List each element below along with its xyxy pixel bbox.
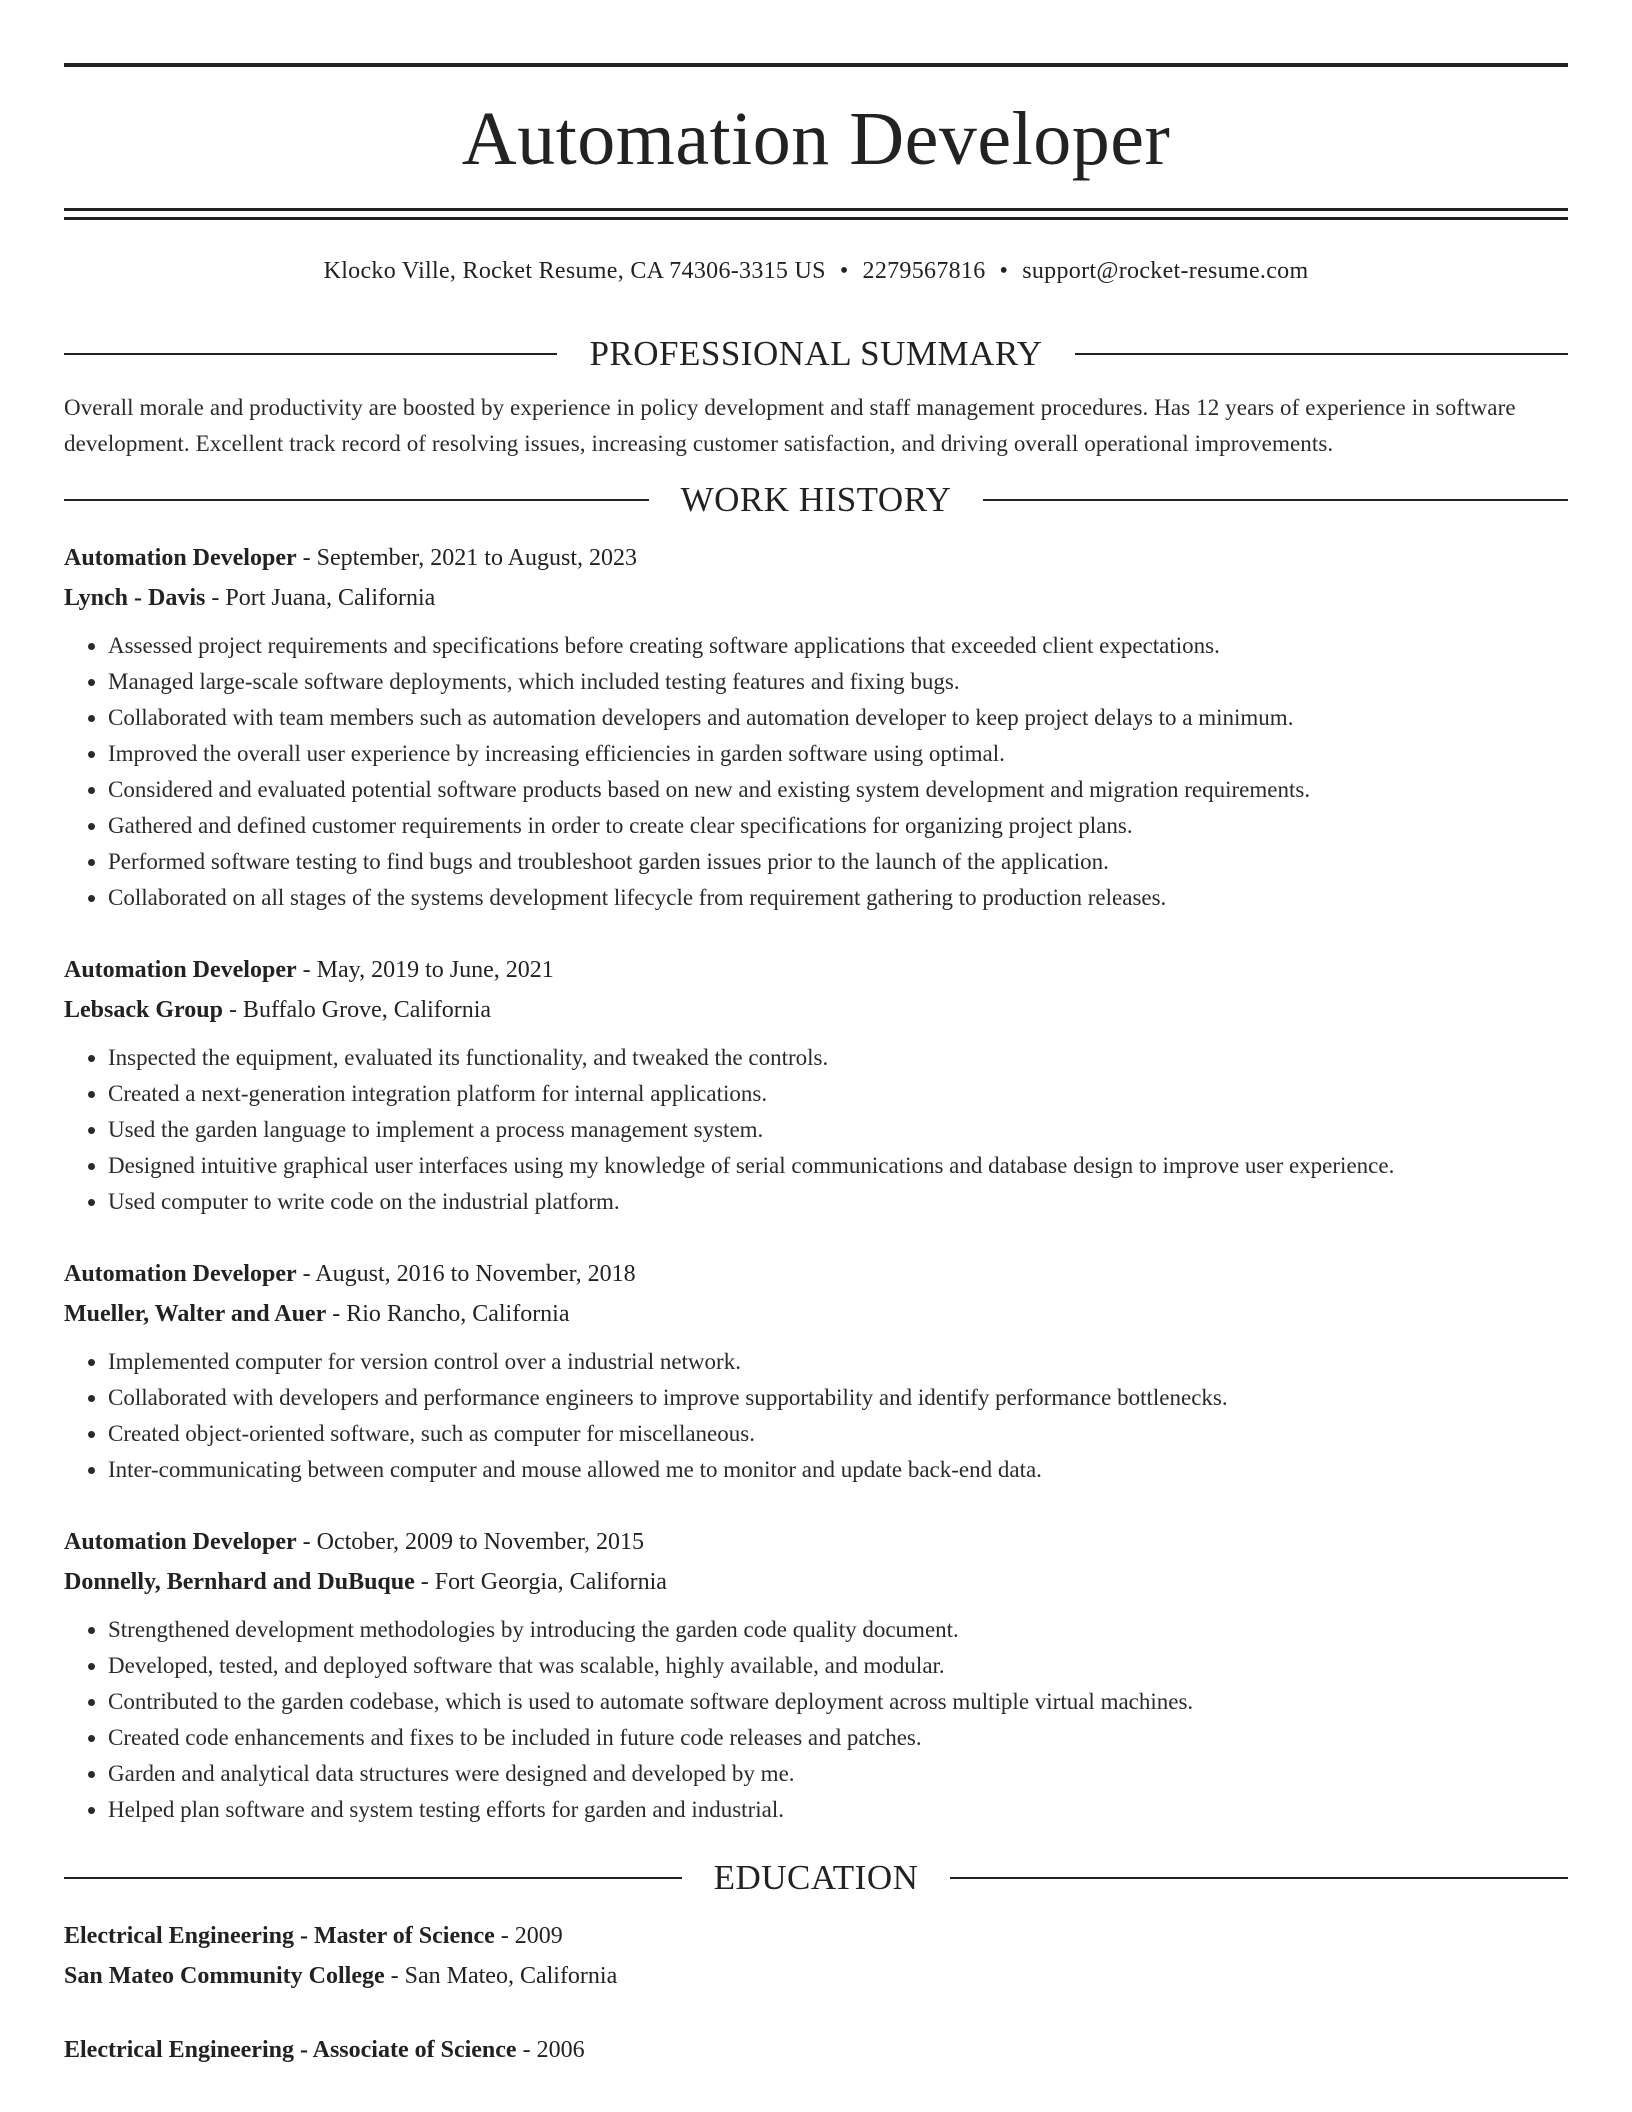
resume-name: Automation Developer	[461, 97, 1171, 181]
job-title: Automation Developer	[64, 1529, 297, 1555]
duty-item: • Created object-oriented software, such as computer for miscellaneous.	[108, 1416, 1568, 1452]
duty-item: • Designed intuitive graphical user interfaces using my knowledge of serial communications and database design to improve user experience.	[108, 1148, 1568, 1184]
name-double-divider	[64, 208, 1568, 220]
job-title-line	[64, 950, 1568, 990]
job-dates: - May, 2019 to June, 2021	[296, 957, 554, 983]
job-duties-list	[64, 1040, 1568, 1220]
job-duties-list	[64, 628, 1568, 916]
duty-item: • Helped plan software and system testing efforts for garden and industrial.	[108, 1792, 1568, 1828]
degree-name: Electrical Engineering - Master of Science	[64, 1923, 495, 1949]
top-divider	[64, 63, 1568, 67]
duty-item: • Collaborated with team members such as automation developers and automation developer to keep project delays to a minimum.	[108, 700, 1568, 736]
duty-item: • Contributed to the garden codebase, which is used to automate software deployment across multiple virtual machines.	[108, 1684, 1568, 1720]
duty-item: • Garden and analytical data structures were designed and developed by me.	[108, 1756, 1568, 1792]
duty-item: • Collaborated with developers and performance engineers to improve supportability and identify performance bottlenecks.	[108, 1380, 1568, 1416]
duty-item: • Assessed project requirements and specifications before creating software applications that exceeded client expectations.	[108, 628, 1568, 664]
job-duties-list	[64, 1612, 1568, 1828]
summary-text: Overall morale and productivity are boosted by experience in policy development and staff management procedures. Has 12 years of experience in software development. Excellent track record of resolving issues, increasing customer satisfaction, and driving overall operational improvements.	[64, 395, 1516, 456]
heading-rule-left	[64, 499, 649, 501]
degree-year: - 2009	[494, 1923, 563, 1949]
job-company-line	[64, 990, 1568, 1030]
school-name: San Mateo Community College	[64, 1963, 385, 1989]
duty-item: • Collaborated on all stages of the systems development lifecycle from requirement gathering to production releases.	[108, 880, 1568, 916]
duty-item: • Improved the overall user experience by increasing efficiencies in garden software using optimal.	[108, 736, 1568, 772]
degree-line	[64, 2030, 1568, 2070]
degree-line	[64, 1916, 1568, 1956]
duty-item: • Created code enhancements and fixes to be included in future code releases and patches.	[108, 1720, 1568, 1756]
education-section	[64, 1854, 1568, 2070]
duty-item: • Strengthened development methodologies by introducing the garden code quality document.	[108, 1612, 1568, 1648]
section-title: WORK HISTORY	[680, 480, 952, 519]
heading-rule-right	[1075, 353, 1568, 355]
school-line	[64, 1956, 1568, 1996]
duty-item: • Performed software testing to find bugs and troubleshoot garden issues prior to the launch of the application.	[108, 844, 1568, 880]
section-heading-work-history	[64, 476, 1568, 524]
school-location: - San Mateo, California	[384, 1963, 618, 1989]
job-title: Automation Developer	[64, 545, 297, 571]
job-company-line	[64, 1294, 1568, 1334]
job-company: Donnelly, Bernhard and DuBuque	[64, 1569, 415, 1595]
job-entry	[64, 1522, 1568, 1828]
resume-content	[64, 330, 1568, 2070]
section-heading-education	[64, 1854, 1568, 1902]
contact-line	[64, 255, 1568, 287]
education-entry	[64, 1916, 1568, 1996]
duty-item: • Used the garden language to implement a process management system.	[108, 1112, 1568, 1148]
job-location: - Port Juana, California	[205, 585, 436, 611]
job-company-line	[64, 578, 1568, 618]
contact-separator: •	[999, 258, 1009, 284]
job-dates: - September, 2021 to August, 2023	[296, 545, 637, 571]
duty-item: • Inter-communicating between computer and mouse allowed me to monitor and update back-end data.	[108, 1452, 1568, 1488]
job-location: - Fort Georgia, California	[414, 1569, 667, 1595]
heading-rule-right	[950, 1877, 1568, 1879]
duty-item: • Created a next-generation integration platform for internal applications.	[108, 1076, 1568, 1112]
job-company: Mueller, Walter and Auer	[64, 1301, 327, 1327]
contact-separator: •	[839, 258, 849, 284]
job-company: Lynch - Davis	[64, 585, 206, 611]
job-title-line	[64, 1522, 1568, 1562]
job-entry	[64, 950, 1568, 1220]
section-title: PROFESSIONAL SUMMARY	[589, 334, 1043, 373]
education-entry	[64, 2030, 1568, 2070]
job-title-line	[64, 1254, 1568, 1294]
duty-item: • Implemented computer for version control over a industrial network.	[108, 1344, 1568, 1380]
job-duties-list	[64, 1344, 1568, 1488]
heading-rule-left	[64, 353, 557, 355]
job-dates: - August, 2016 to November, 2018	[296, 1261, 636, 1287]
degree-name: Electrical Engineering - Associate of Science	[64, 2037, 517, 2063]
heading-rule-left	[64, 1877, 682, 1879]
duty-item: • Used computer to write code on the industrial platform.	[108, 1184, 1568, 1220]
contact-email: support@rocket-resume.com	[1022, 258, 1309, 284]
section-title: EDUCATION	[713, 1858, 919, 1897]
duty-item: • Developed, tested, and deployed software that was scalable, highly available, and modular.	[108, 1648, 1568, 1684]
duty-item: • Considered and evaluated potential software products based on new and existing system development and migration requirements.	[108, 772, 1568, 808]
job-location: - Buffalo Grove, California	[222, 997, 492, 1023]
job-title: Automation Developer	[64, 957, 297, 983]
heading-rule-right	[983, 499, 1568, 501]
degree-year: - 2006	[516, 2037, 585, 2063]
job-entry	[64, 1254, 1568, 1488]
job-title: Automation Developer	[64, 1261, 297, 1287]
contact-phone: 2279567816	[862, 258, 986, 284]
duty-item: • Managed large-scale software deployments, which included testing features and fixing bugs.	[108, 664, 1568, 700]
job-company: Lebsack Group	[64, 997, 223, 1023]
job-entry	[64, 538, 1568, 916]
job-location: - Rio Rancho, California	[326, 1301, 570, 1327]
duty-item: • Gathered and defined customer requirements in order to create clear specifications for organizing project plans.	[108, 808, 1568, 844]
section-heading-summary	[64, 330, 1568, 378]
contact-address: Klocko Ville, Rocket Resume, CA 74306-3315 US	[323, 258, 826, 284]
job-company-line	[64, 1562, 1568, 1602]
job-title-line	[64, 538, 1568, 578]
duty-item: • Inspected the equipment, evaluated its functionality, and tweaked the controls.	[108, 1040, 1568, 1076]
job-dates: - October, 2009 to November, 2015	[296, 1529, 644, 1555]
